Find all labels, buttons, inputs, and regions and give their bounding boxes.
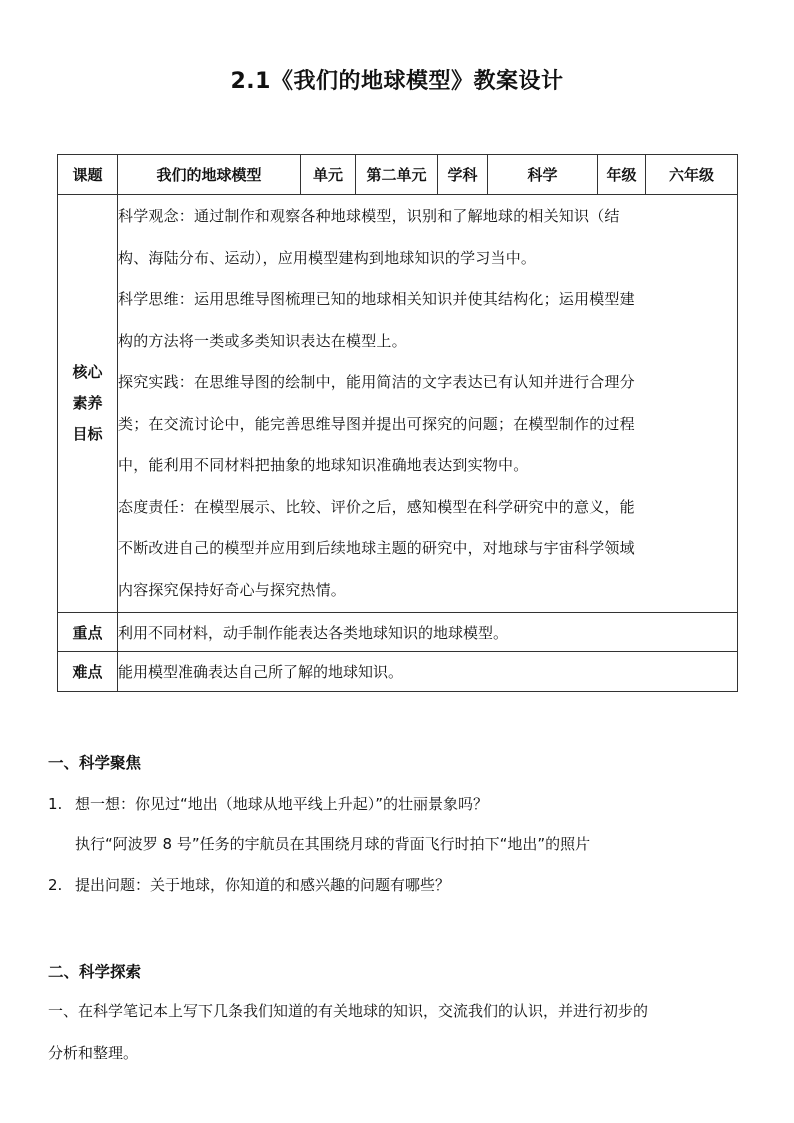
focus-item-2-text: 提出问题：关于地球，你知道的和感兴趣的问题有哪些？ (75, 876, 451, 894)
difficulty-text: 能用模型准确表达自己所了解的地球知识。 (118, 652, 738, 692)
core-line: 态度责任：在模型展示、比较、评价之后，感知模型在科学研究中的意义，能 (118, 497, 635, 516)
core-label-line-1: 核心 (72, 363, 103, 381)
core-line: 科学思维：运用思维导图梳理已知的地球相关知识并使其结构化；运用模型建 (118, 290, 635, 308)
section-heading-explore: 二、科学探索 (48, 963, 142, 981)
focus-item-1-subtext: 执行“阿波罗 8 号”任务的宇航员在其围绕月球的背面飞行时拍下“地出”的照片 (75, 835, 591, 853)
focus-item-1-number: 1. (48, 795, 63, 813)
subject-value: 科学 (488, 155, 598, 195)
explore-paragraph-line-2: 分析和整理。 (48, 1044, 139, 1062)
difficulty-row (58, 652, 738, 692)
focus-item-2-number: 2. (48, 876, 63, 894)
topic-label: 课题 (58, 155, 118, 195)
key-point-text: 利用不同材料，动手制作能表达各类地球知识的地球模型。 (118, 613, 738, 652)
core-literacy-label (58, 195, 118, 613)
table-header-row (58, 155, 738, 195)
core-line: 科学观念：通过制作和观察各种地球模型，识别和了解地球的相关知识（结 (118, 207, 620, 225)
key-point-row (58, 613, 738, 652)
unit-value: 第二单元 (356, 155, 438, 195)
grade-label: 年级 (598, 155, 646, 195)
focus-item-1-text: 想一想：你见过“地出（地球从地平线上升起）”的壮丽景象吗？ (75, 795, 489, 813)
core-literacy-row (58, 195, 738, 613)
topic-value: 我们的地球模型 (118, 155, 301, 195)
difficulty-label: 难点 (58, 652, 118, 692)
lesson-info-table (57, 154, 738, 692)
core-line: 中，能利用不同材料把抽象的地球知识准确地表达到实物中。 (118, 456, 529, 474)
unit-label: 单元 (301, 155, 356, 195)
explore-paragraph-line-1: 一、在科学笔记本上写下几条我们知道的有关地球的知识，交流我们的认识，并进行初步的 (48, 1002, 649, 1020)
section-heading-focus: 一、科学聚焦 (48, 754, 142, 772)
core-line: 构、海陆分布、运动），应用模型建构到地球知识的学习当中。 (118, 248, 537, 267)
core-line: 类；在交流讨论中，能完善思维导图并提出可探究的问题；在模型制作的过程 (118, 414, 635, 433)
grade-value: 六年级 (646, 155, 738, 195)
core-line: 探究实践：在思维导图的绘制中，能用简洁的文字表达已有认知并进行合理分 (118, 373, 635, 391)
subject-label: 学科 (438, 155, 488, 195)
core-literacy-text (118, 195, 738, 613)
core-label-line-2: 素养 (72, 394, 103, 412)
focus-item-1 (48, 793, 488, 814)
core-label-line-3: 目标 (72, 425, 103, 443)
core-line: 构的方法将一类或多类知识表达在模型上。 (118, 331, 407, 350)
key-point-label: 重点 (58, 613, 118, 652)
core-line: 内容探究保持好奇心与探究热情。 (118, 580, 347, 599)
document-title: 2.1《我们的地球模型》教案设计 (230, 69, 564, 94)
core-line: 不断改进自己的模型并应用到后续地球主题的研究中，对地球与宇宙科学领域 (118, 539, 635, 557)
focus-item-2 (48, 874, 450, 895)
